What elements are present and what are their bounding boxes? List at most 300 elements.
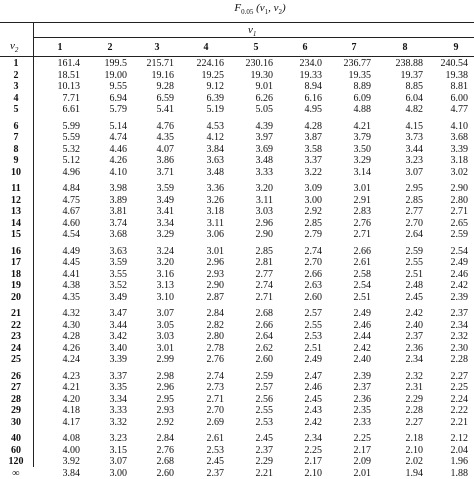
table-cell: 8.81 [450, 81, 468, 92]
row-df-label: 12 [11, 195, 21, 206]
table-cell: 2.95 [156, 394, 174, 405]
table-cell: 4.45 [62, 257, 80, 268]
table-cell: 161.4 [57, 58, 80, 69]
table-cell: 3.07 [405, 167, 423, 178]
table-cell: 2.40 [405, 320, 423, 331]
table-cell: 2.96 [206, 257, 224, 268]
table-cell: 4.88 [353, 104, 371, 115]
table-cell: 4.46 [109, 144, 127, 155]
table-cell: 2.35 [353, 405, 371, 416]
table-cell: 2.66 [255, 320, 273, 331]
table-cell: 2.57 [304, 308, 322, 319]
table-cell: 3.32 [109, 417, 127, 428]
table-cell: 2.85 [304, 218, 322, 229]
table-cell: 2.90 [450, 183, 468, 194]
table-cell: 3.40 [109, 343, 127, 354]
table-cell: 4.00 [62, 445, 80, 456]
table-cell: 2.81 [255, 257, 273, 268]
table-cell: 3.84 [206, 144, 224, 155]
table-cell: 2.93 [156, 405, 174, 416]
table-cell: 3.34 [156, 218, 174, 229]
table-cell: 19.30 [250, 70, 273, 81]
table-cell: 2.82 [206, 320, 224, 331]
table-cell: 2.60 [304, 292, 322, 303]
table-cell: 2.17 [304, 456, 322, 467]
table-cell: 2.71 [206, 394, 224, 405]
table-cell: 2.70 [304, 257, 322, 268]
column-header-7: 7 [351, 42, 357, 53]
table-cell: 19.38 [445, 70, 468, 81]
table-cell: 4.26 [62, 343, 80, 354]
table-cell: 2.61 [206, 433, 224, 444]
table-cell: 10.13 [57, 81, 80, 92]
table-cell: 2.80 [206, 331, 224, 342]
column-header-4: 4 [203, 42, 209, 53]
table-cell: 2.73 [206, 382, 224, 393]
table-cell: 2.93 [206, 269, 224, 280]
table-cell: 2.17 [353, 445, 371, 456]
table-cell: 3.39 [109, 354, 127, 365]
table-cell: 3.97 [255, 132, 273, 143]
table-cell: 2.40 [353, 354, 371, 365]
table-cell: 2.30 [450, 343, 468, 354]
table-cell: 2.58 [353, 269, 371, 280]
table-cell: 4.76 [156, 121, 174, 132]
table-cell: 1.94 [405, 468, 423, 479]
table-cell: 3.02 [450, 167, 468, 178]
table-cell: 2.46 [304, 382, 322, 393]
table-cell: 3.01 [206, 246, 224, 257]
table-cell: 5.12 [62, 155, 80, 166]
table-cell: 3.44 [109, 320, 127, 331]
table-cell: 2.37 [450, 308, 468, 319]
table-cell: 2.12 [450, 433, 468, 444]
table-cell: 3.48 [206, 167, 224, 178]
table-cell: 3.11 [255, 195, 273, 206]
table-cell: 2.32 [450, 331, 468, 342]
table-cell: 2.85 [405, 195, 423, 206]
table-cell: 3.15 [109, 445, 127, 456]
table-cell: 2.59 [405, 246, 423, 257]
table-cell: 3.73 [405, 132, 423, 143]
table-cell: 2.46 [450, 269, 468, 280]
table-cell: 2.74 [304, 246, 322, 257]
table-cell: 2.42 [450, 280, 468, 291]
table-cell: 234.0 [299, 58, 322, 69]
table-cell: 2.61 [353, 257, 371, 268]
table-cell: 3.10 [156, 292, 174, 303]
table-cell: 3.87 [304, 132, 322, 143]
table-cell: 2.29 [255, 456, 273, 467]
table-cell: 2.59 [255, 371, 273, 382]
table-cell: 3.01 [156, 343, 174, 354]
table-cell: 4.32 [62, 308, 80, 319]
table-cell: 3.20 [255, 183, 273, 194]
table-cell: 3.00 [109, 468, 127, 479]
table-cell: 2.83 [353, 206, 371, 217]
table-cell: 2.79 [304, 229, 322, 240]
table-cell: 4.28 [62, 331, 80, 342]
table-cell: 2.80 [450, 195, 468, 206]
table-cell: 2.96 [156, 382, 174, 393]
table-cell: 2.37 [353, 382, 371, 393]
table-cell: 2.27 [405, 417, 423, 428]
row-df-label: 60 [11, 445, 21, 456]
row-df-label: 20 [11, 292, 21, 303]
table-cell: 2.92 [304, 206, 322, 217]
table-cell: 2.70 [405, 218, 423, 229]
table-cell: 3.18 [206, 206, 224, 217]
table-cell: 19.35 [348, 70, 371, 81]
table-cell: 2.68 [255, 308, 273, 319]
table-cell: 4.21 [62, 382, 80, 393]
column-header-5: 5 [253, 42, 259, 53]
row-df-label: 6 [13, 121, 19, 132]
table-cell: 3.49 [109, 292, 127, 303]
table-cell: 4.53 [206, 121, 224, 132]
table-cell: 2.55 [304, 320, 322, 331]
table-cell: 3.63 [206, 155, 224, 166]
table-cell: 3.71 [156, 167, 174, 178]
table-cell: 2.55 [405, 257, 423, 268]
table-cell: 236.77 [343, 58, 371, 69]
table-cell: 2.51 [353, 292, 371, 303]
table-cell: 4.35 [156, 132, 174, 143]
table-cell: 4.38 [62, 280, 80, 291]
table-cell: 2.53 [206, 445, 224, 456]
table-cell: 3.37 [304, 155, 322, 166]
table-cell: 2.55 [255, 405, 273, 416]
table-cell: 2.84 [206, 308, 224, 319]
table-cell: 2.57 [255, 382, 273, 393]
table-cell: 2.44 [353, 331, 371, 342]
table-cell: 3.52 [109, 280, 127, 291]
table-cell: 18.51 [57, 70, 80, 81]
table-cell: 9.12 [206, 81, 224, 92]
table-cell: 2.71 [255, 292, 273, 303]
table-cell: 3.18 [450, 155, 468, 166]
table-cell: 2.47 [304, 371, 322, 382]
table-cell: 2.77 [405, 206, 423, 217]
table-cell: 3.33 [255, 167, 273, 178]
table-cell: 3.20 [156, 257, 174, 268]
table-cell: 3.35 [109, 382, 127, 393]
table-cell: 2.10 [405, 445, 423, 456]
table-cell: 3.89 [109, 195, 127, 206]
table-cell: 2.04 [450, 445, 468, 456]
table-cell: 4.24 [62, 354, 80, 365]
column-header-6: 6 [302, 42, 308, 53]
table-cell: 4.28 [304, 121, 322, 132]
table-cell: 4.17 [62, 417, 80, 428]
table-cell: 3.48 [255, 155, 273, 166]
row-df-label: 21 [11, 308, 21, 319]
table-cell: 8.94 [304, 81, 322, 92]
table-cell: 19.33 [299, 70, 322, 81]
table-cell: 19.25 [201, 70, 224, 81]
nu2-header: $v_2$ [10, 40, 19, 55]
table-cell: 3.50 [353, 144, 371, 155]
row-df-label: 24 [11, 343, 21, 354]
table-cell: 2.18 [405, 433, 423, 444]
table-cell: 3.36 [206, 183, 224, 194]
table-cell: 2.51 [304, 343, 322, 354]
table-cell: 2.45 [206, 456, 224, 467]
table-cell: 2.24 [450, 394, 468, 405]
table-cell: 2.43 [304, 405, 322, 416]
table-cell: 2.28 [450, 354, 468, 365]
table-cell: 1.88 [450, 468, 468, 479]
table-cell: 2.29 [405, 394, 423, 405]
table-cell: 2.33 [353, 417, 371, 428]
table-cell: 6.00 [450, 93, 468, 104]
table-cell: 2.70 [206, 405, 224, 416]
table-cell: 3.86 [156, 155, 174, 166]
table-cell: 3.03 [156, 331, 174, 342]
table-cell: 3.84 [62, 468, 80, 479]
table-cell: 3.01 [353, 183, 371, 194]
table-cell: 2.54 [450, 246, 468, 257]
table-cell: 238.88 [395, 58, 423, 69]
table-cell: 2.32 [405, 371, 423, 382]
table-cell: 2.39 [450, 292, 468, 303]
table-cell: 4.35 [62, 292, 80, 303]
table-cell: 240.54 [440, 58, 468, 69]
table-cell: 2.68 [156, 456, 174, 467]
table-cell: 4.18 [62, 405, 80, 416]
row-df-label: 29 [11, 405, 21, 416]
table-cell: 5.19 [206, 104, 224, 115]
row-df-label: 14 [11, 218, 21, 229]
table-cell: 3.68 [450, 132, 468, 143]
table-cell: 2.02 [405, 456, 423, 467]
table-cell: 2.36 [353, 394, 371, 405]
table-cell: 3.59 [156, 183, 174, 194]
table-cell: 3.16 [156, 269, 174, 280]
table-cell: 2.54 [353, 280, 371, 291]
table-cell: 3.14 [353, 167, 371, 178]
row-df-label: 40 [11, 433, 21, 444]
row-df-label: 10 [11, 167, 21, 178]
row-df-label: 120 [8, 456, 24, 467]
table-cell: 2.71 [450, 206, 468, 217]
table-cell: 4.75 [62, 195, 80, 206]
table-cell: 4.10 [450, 121, 468, 132]
table-cell: 3.23 [109, 433, 127, 444]
table-cell: 3.29 [353, 155, 371, 166]
table-cell: 2.25 [304, 445, 322, 456]
table-cell: 2.99 [156, 354, 174, 365]
table-cell: 3.92 [62, 456, 80, 467]
table-cell: 3.33 [109, 405, 127, 416]
table-cell: 5.14 [109, 121, 127, 132]
table-cell: 2.76 [156, 445, 174, 456]
table-cell: 4.15 [405, 121, 423, 132]
table-cell: 2.74 [206, 371, 224, 382]
title-rule [0, 22, 474, 23]
row-df-label: 30 [11, 417, 21, 428]
table-cell: 19.00 [104, 70, 127, 81]
table-cell: 2.25 [353, 433, 371, 444]
table-cell: 2.95 [405, 183, 423, 194]
table-cell: 3.47 [109, 308, 127, 319]
column-header-8: 8 [402, 42, 408, 53]
table-cell: 2.49 [304, 354, 322, 365]
table-cell: 3.24 [156, 246, 174, 257]
nu1-rule [34, 37, 474, 38]
table-cell: 4.21 [353, 121, 371, 132]
table-cell: 5.41 [156, 104, 174, 115]
table-cell: 2.77 [255, 269, 273, 280]
row-df-label: 8 [13, 144, 19, 155]
table-cell: 2.66 [353, 246, 371, 257]
table-cell: 3.37 [109, 371, 127, 382]
table-cell: 2.84 [156, 433, 174, 444]
table-cell: 2.64 [255, 331, 273, 342]
table-cell: 2.91 [353, 195, 371, 206]
table-cell: 2.10 [304, 468, 322, 479]
row-df-label: 2 [13, 70, 19, 81]
table-cell: 2.53 [255, 417, 273, 428]
table-cell: 215.71 [146, 58, 174, 69]
table-cell: 2.90 [206, 280, 224, 291]
table-cell: 4.60 [62, 218, 80, 229]
table-cell: 3.13 [156, 280, 174, 291]
table-cell: 5.05 [255, 104, 273, 115]
table-cell: 2.59 [450, 229, 468, 240]
column-header-2: 2 [107, 42, 113, 53]
table-cell: 2.42 [304, 417, 322, 428]
table-cell: 3.00 [304, 195, 322, 206]
table-cell: 2.21 [450, 417, 468, 428]
table-cell: 3.39 [450, 144, 468, 155]
row-df-label: 17 [11, 257, 21, 268]
table-cell: 4.49 [62, 246, 80, 257]
table-cell: 3.11 [206, 218, 224, 229]
table-cell: 2.42 [353, 343, 371, 354]
table-cell: 4.12 [206, 132, 224, 143]
table-cell: 9.01 [255, 81, 273, 92]
table-cell: 3.26 [206, 195, 224, 206]
row-df-label: 22 [11, 320, 21, 331]
table-cell: 4.84 [62, 183, 80, 194]
table-cell: 4.23 [62, 371, 80, 382]
table-cell: 3.07 [156, 308, 174, 319]
table-cell: 2.21 [255, 468, 273, 479]
table-cell: 3.03 [255, 206, 273, 217]
table-cell: 2.60 [255, 354, 273, 365]
row-df-label: 25 [11, 354, 21, 365]
table-cell: 6.94 [109, 93, 127, 104]
table-cell: 3.68 [109, 229, 127, 240]
table-cell: 6.16 [304, 93, 322, 104]
table-cell: 6.04 [405, 93, 423, 104]
table-cell: 6.39 [206, 93, 224, 104]
table-cell: 4.30 [62, 320, 80, 331]
table-cell: 2.60 [156, 468, 174, 479]
row-df-label: 15 [11, 229, 21, 240]
table-cell: 3.41 [156, 206, 174, 217]
table-cell: 2.22 [450, 405, 468, 416]
table-cell: 3.81 [109, 206, 127, 217]
table-cell: 2.71 [353, 229, 371, 240]
table-cell: 3.58 [304, 144, 322, 155]
table-cell: 2.98 [156, 371, 174, 382]
table-cell: 2.87 [206, 292, 224, 303]
table-cell: 3.79 [353, 132, 371, 143]
table-cell: 3.55 [109, 269, 127, 280]
table-cell: 2.51 [405, 269, 423, 280]
table-cell: 2.45 [255, 433, 273, 444]
table-cell: 3.63 [109, 246, 127, 257]
table-cell: 3.42 [109, 331, 127, 342]
table-cell: 2.65 [450, 218, 468, 229]
table-cell: 2.09 [353, 456, 371, 467]
table-cell: 2.42 [405, 308, 423, 319]
table-cell: 5.32 [62, 144, 80, 155]
table-cell: 2.34 [405, 354, 423, 365]
table-cell: 8.85 [405, 81, 423, 92]
table-cell: 2.56 [255, 394, 273, 405]
column-header-9: 9 [453, 42, 459, 53]
table-cell: 3.59 [109, 257, 127, 268]
table-cell: 3.74 [109, 218, 127, 229]
nu1-header: $v_1$ [248, 24, 257, 39]
table-cell: 2.25 [450, 382, 468, 393]
row-df-label: 23 [11, 331, 21, 342]
table-cell: 4.95 [304, 104, 322, 115]
table-cell: 1.96 [450, 456, 468, 467]
table-title: $F_{0.05}$ ($v_1$, $v_2$) [234, 2, 286, 17]
table-cell: 3.44 [405, 144, 423, 155]
table-cell: 2.90 [255, 229, 273, 240]
table-cell: 2.37 [255, 445, 273, 456]
table-cell: 2.45 [405, 292, 423, 303]
table-cell: 3.22 [304, 167, 322, 178]
table-cell: 2.69 [206, 417, 224, 428]
row-df-label: 16 [11, 246, 21, 257]
table-cell: 2.76 [206, 354, 224, 365]
table-cell: 2.45 [304, 394, 322, 405]
table-cell: 2.53 [304, 331, 322, 342]
table-cell: 2.37 [405, 331, 423, 342]
row-df-label: 7 [13, 132, 19, 143]
table-cell: 2.74 [255, 280, 273, 291]
table-cell: 7.71 [62, 93, 80, 104]
table-cell: 4.77 [450, 104, 468, 115]
table-cell: 2.28 [405, 405, 423, 416]
table-cell: 6.26 [255, 93, 273, 104]
table-cell: 4.10 [109, 167, 127, 178]
table-cell: 4.26 [109, 155, 127, 166]
table-cell: 6.59 [156, 93, 174, 104]
table-cell: 2.39 [353, 371, 371, 382]
row-df-label: 4 [13, 93, 19, 104]
table-cell: 9.28 [156, 81, 174, 92]
table-cell: 3.07 [109, 456, 127, 467]
table-cell: 19.16 [151, 70, 174, 81]
table-cell: 2.46 [353, 320, 371, 331]
table-cell: 4.08 [62, 433, 80, 444]
column-header-1: 1 [57, 42, 63, 53]
table-cell: 3.69 [255, 144, 273, 155]
table-cell: 4.82 [405, 104, 423, 115]
row-df-label: ∞ [12, 468, 20, 479]
table-cell: 6.61 [62, 104, 80, 115]
table-cell: 2.48 [405, 280, 423, 291]
table-cell: 2.49 [353, 308, 371, 319]
table-cell: 4.07 [156, 144, 174, 155]
